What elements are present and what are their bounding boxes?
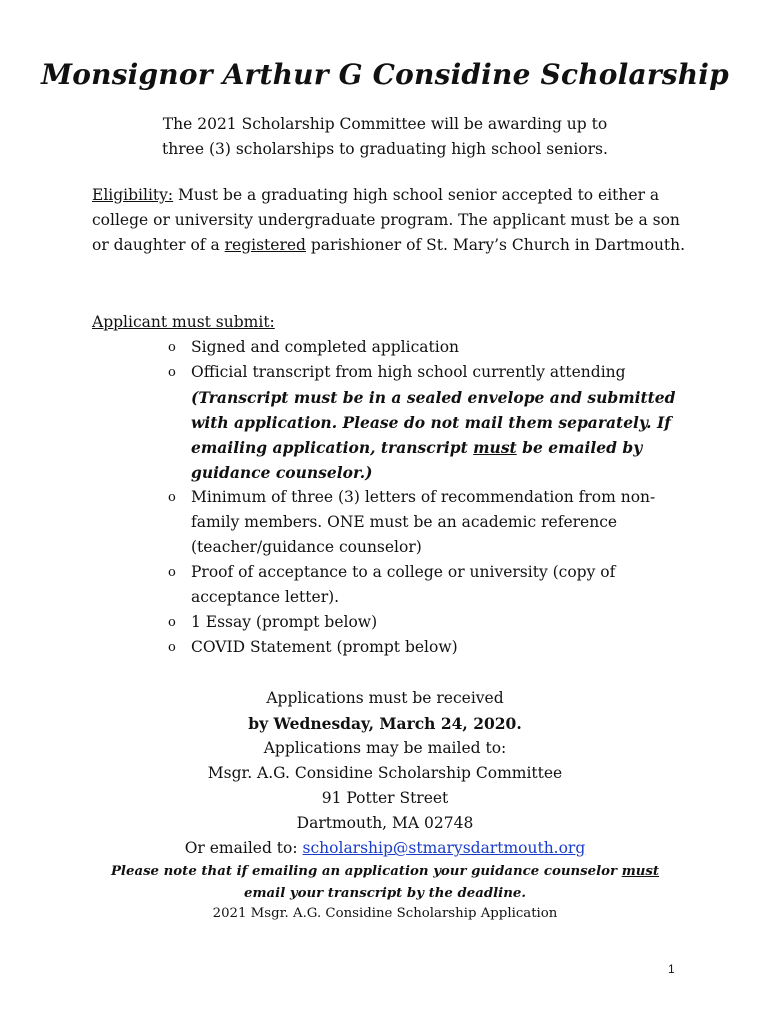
list-item xyxy=(92,485,692,560)
bullet-icon: o xyxy=(168,490,176,505)
list-item xyxy=(92,635,692,660)
footer-text: 2021 Msgr. A.G. Considine Scholarship Application xyxy=(212,906,558,921)
submit-heading: Applicant must submit: xyxy=(92,313,275,331)
deadline-line-3: Applications may be mailed to: xyxy=(263,739,507,757)
eligibility-label: Eligibility: xyxy=(92,186,174,204)
intro-line-2: three (3) scholarships to graduating high school seniors. xyxy=(162,140,608,158)
address-line-1: Msgr. A.G. Considine Scholarship Committee xyxy=(207,764,563,782)
bullet-icon: o xyxy=(168,565,176,580)
list-item xyxy=(92,560,692,610)
eligibility-paragraph xyxy=(92,183,692,258)
list-item-text: Signed and completed application xyxy=(191,338,460,356)
intro-line-1: The 2021 Scholarship Committee will be awarding up to xyxy=(162,115,608,133)
deadline-block xyxy=(0,686,770,861)
list-item-text: Official transcript from high school currently attending xyxy=(191,363,626,381)
page-number: 1 xyxy=(668,962,675,976)
eligibility-text-2: parishioner of St. Mary’s Church in Dartmouth. xyxy=(305,236,686,254)
deadline-date: by Wednesday, March 24, 2020. xyxy=(248,714,522,733)
list-item-text: Minimum of three (3) letters of recommendation from non-family members. ONE must be an academic reference (teacher/guidance counselor) xyxy=(191,488,656,556)
must-word: must xyxy=(473,438,517,457)
note-must-word: must xyxy=(621,864,660,879)
registered-word: registered xyxy=(224,236,306,254)
email-line: Or emailed to: scholarship@stmarysdartmouth.org xyxy=(184,839,586,857)
bullet-icon: o xyxy=(168,640,176,655)
bullet-icon: o xyxy=(168,615,176,630)
email-link[interactable]: scholarship@stmarysdartmouth.org xyxy=(302,839,586,857)
bullet-icon: o xyxy=(168,340,176,355)
list-item-text: COVID Statement (prompt below) xyxy=(191,638,458,656)
guidance-note: Please note that if emailing an application your guidance counselor must email your transcript by the deadline. xyxy=(110,864,660,901)
list-item xyxy=(92,610,692,635)
eligibility-text-1: Must be a graduating high school senior accepted to either a college or university undergraduate program. The applicant must be a son or daughter of a xyxy=(92,186,680,254)
deadline-line-1: Applications must be received xyxy=(266,689,504,707)
intro-text xyxy=(0,112,770,162)
transcript-instructions: (Transcript must be in a sealed envelope and submitted with application. Please do not mail them separately. If emailing application, transcript must be emailed by guidance counselor.) xyxy=(191,388,676,482)
requirements-list xyxy=(92,335,692,660)
address-line-3: Dartmouth, MA 02748 xyxy=(296,814,474,832)
bullet-icon: o xyxy=(168,365,176,380)
list-item xyxy=(92,360,692,485)
page-title: Monsignor Arthur G Considine Scholarship xyxy=(41,58,729,91)
address-line-2: 91 Potter Street xyxy=(321,789,449,807)
list-item-text: 1 Essay (prompt below) xyxy=(191,613,378,631)
list-item xyxy=(92,335,692,360)
list-item-text: Proof of acceptance to a college or university (copy of acceptance letter). xyxy=(191,563,616,606)
